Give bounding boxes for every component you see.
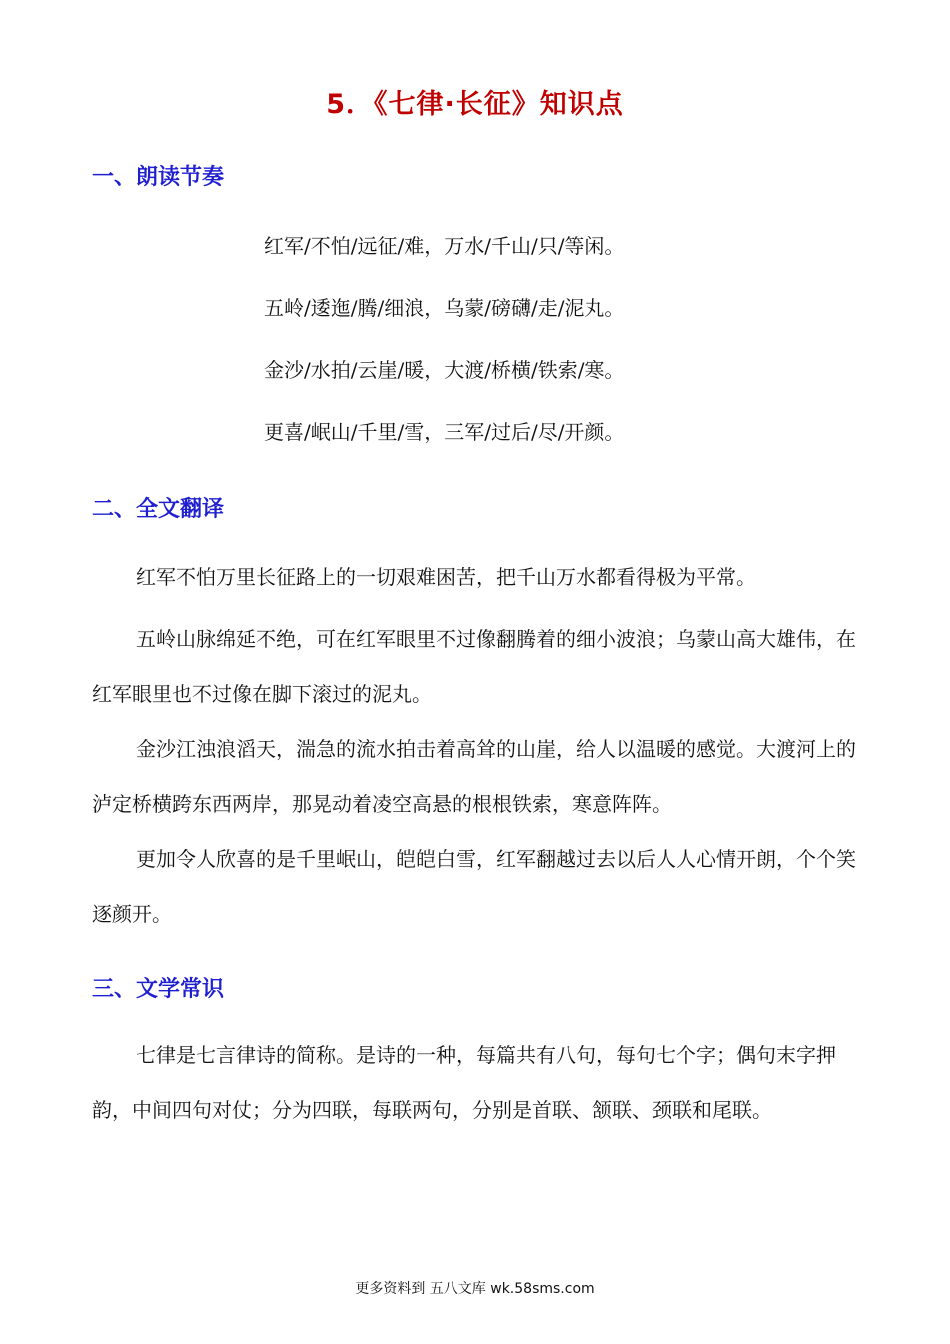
paragraph: 金沙江浊浪滔天，湍急的流水拍击着高耸的山崖，给人以温暖的感觉。大渡河上的泸定桥横跨东西两岸，那晃动着凌空高悬的根根铁索，寒意阵阵。 bbox=[92, 737, 856, 816]
paragraph: 红军不怕万里长征路上的一切艰难困苦，把千山万水都看得极为平常。 bbox=[136, 565, 756, 589]
section-heading-reading-rhythm: 一、朗读节奏 bbox=[92, 165, 225, 190]
page-title: 5．《七律·长征》知识点 bbox=[326, 89, 624, 120]
poem-line: 红军/不怕/远征/难，万水/千山/只/等闲。 bbox=[264, 234, 625, 258]
poem-line: 金沙/水拍/云崖/暖，大渡/桥横/铁索/寒。 bbox=[264, 358, 625, 382]
poem-line: 五岭/逶迤/腾/细浪，乌蒙/磅礴/走/泥丸。 bbox=[264, 296, 625, 320]
footer-text: 更多资料到 五八文库 wk.58sms.com bbox=[355, 1281, 595, 1297]
paragraph: 七律是七言律诗的简称。是诗的一种，每篇共有八句，每句七个字；偶句末字押韵，中间四句对仗；分为四联，每联两句，分别是首联、颔联、颈联和尾联。 bbox=[92, 1043, 836, 1122]
poem-line: 更喜/岷山/千里/雪，三军/过后/尽/开颜。 bbox=[264, 420, 625, 444]
section-heading-literary-knowledge: 三、文学常识 bbox=[92, 977, 225, 1002]
section-heading-translation: 二、全文翻译 bbox=[92, 497, 225, 522]
paragraph: 五岭山脉绵延不绝，可在红军眼里不过像翻腾着的细小波浪；乌蒙山高大雄伟，在红军眼里也不过像在脚下滚过的泥丸。 bbox=[92, 627, 856, 706]
paragraph: 更加令人欣喜的是千里岷山，皑皑白雪，红军翻越过去以后人人心情开朗，个个笑逐颜开。 bbox=[92, 847, 856, 926]
